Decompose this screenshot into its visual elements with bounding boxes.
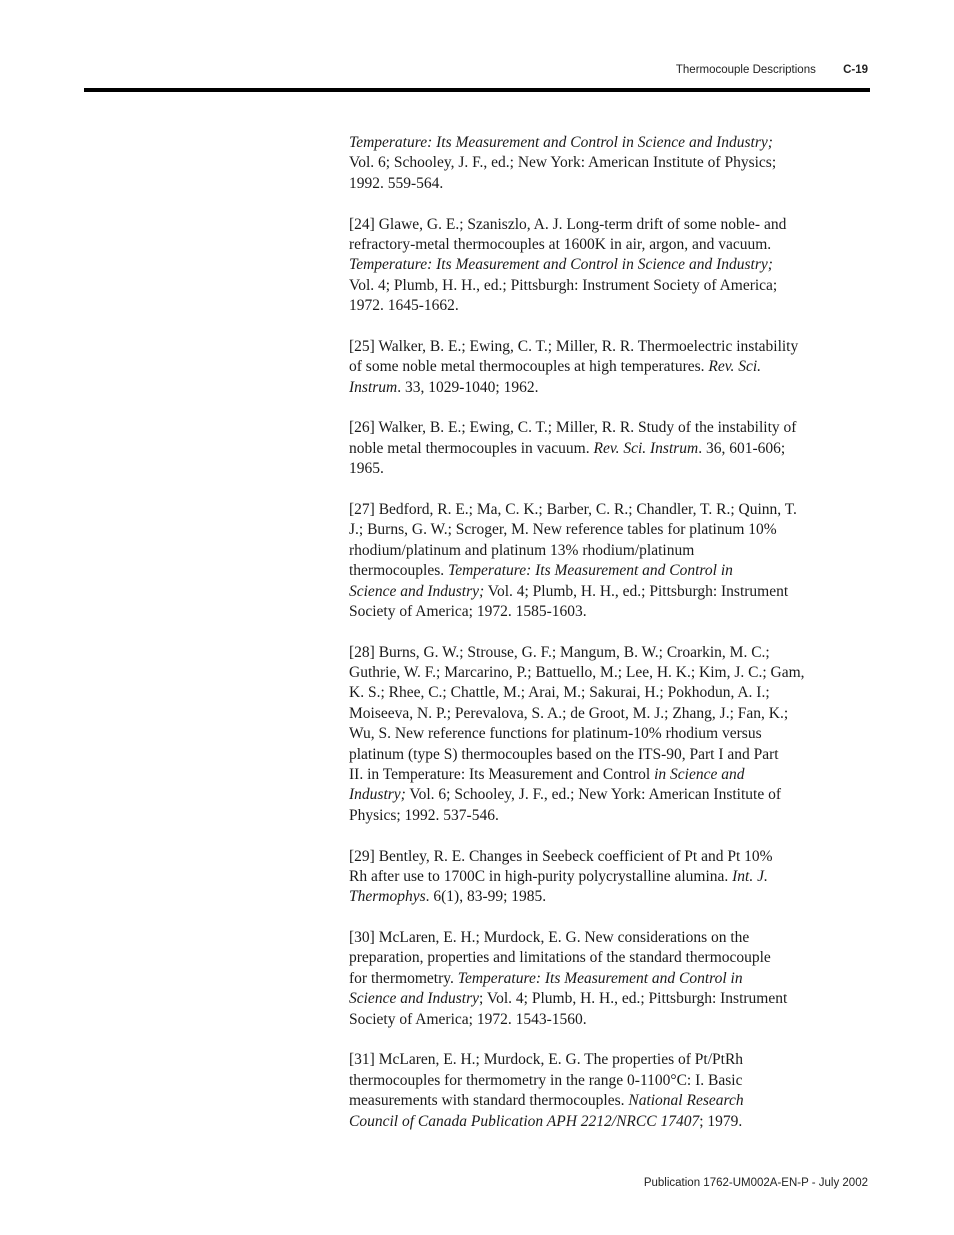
reference-text: Vol. 6; Schooley, J. F., ed.; New York: American Institute of Physics; 1992. 537-546. — [349, 786, 782, 824]
reference-text: . 6(1), 83-99; 1985. — [425, 888, 547, 906]
reference-text: [26] Walker, B. E.; Ewing, C. T.; Miller, R. R. Study of the instability of noble metal thermocouples in vacuum. — [349, 419, 797, 457]
reference-text: Vol. 4; Plumb, H. H., ed.; Pittsburgh: Instrument Society of America; 1972. 1645-1662. — [349, 276, 778, 315]
reference-text: [28] Burns, G. W.; Strouse, G. F.; Mangum, B. W.; Croarkin, M. C.; Guthrie, W. F.; Marcarino, P.; Battuello, M.; Lee, H. K.; Kim, J. C.; Gam, K. S.; Rhee, C.; Chattle, M.; Arai, M.; Sakurai, H.; Pokhodun, A. I.; Moiseeva, N. P.; Perevalova, S. A.; de Groot, M. J.; Zhang, J.; Fan, K.; Wu, S. New reference functions for platinum-10% rhodium versus platinum (type S) thermocouples based on the ITS-90, Part I and Part II. in Temperature: Its Measurement and Control — [349, 643, 805, 784]
reference-entry — [349, 133, 869, 194]
reference-text: ; Vol. 4; Plumb, H. H., ed.; Pittsburgh: Instrument Society of America; 1972. 1543-1560. — [349, 990, 788, 1028]
reference-text: [30] McLaren, E. H.; Murdock, E. G. New considerations on the preparation, properties and limitations of the standard thermocouple for thermometry. — [349, 929, 771, 987]
reference-entry — [349, 847, 869, 908]
reference-title-italic: Int. J. Thermophys — [349, 867, 768, 906]
reference-title-italic: Temperature: Its Measurement and Control in Science and Industry; — [349, 256, 773, 274]
header-rule — [84, 88, 870, 92]
running-header — [676, 64, 868, 76]
reference-title-italic: Temperature: Its Measurement and Control in Science and Industry; — [349, 134, 773, 151]
reference-title-italic: Temperature: Its Measurement and Control in Science and Industry — [349, 969, 743, 1008]
reference-text: [31] McLaren, E. H.; Murdock, E. G. The properties of Pt/PtRh thermocouples for thermometry in the range 0-1100°C: I. Basic measurements with standard thermocouples. — [349, 1051, 744, 1110]
reference-title-italic: Rev. Sci. Instrum — [593, 439, 699, 457]
reference-title-italic: National Research Council of Canada Publication APH 2212/NRCC 17407 — [349, 1092, 744, 1130]
reference-list — [349, 133, 869, 1152]
reference-text: [29] Bentley, R. E. Changes in Seebeck coefficient of Pt and Pt 10% Rh after use to 1700C in high-purity polycrystalline alumina. — [349, 847, 773, 885]
reference-title-italic: Rev. Sci. Instrum — [349, 358, 762, 396]
reference-entry — [349, 500, 869, 622]
reference-text: ; 1979. — [699, 1112, 743, 1130]
reference-entry — [349, 418, 869, 479]
publication-footer: Publication 1762-UM002A-EN-P - July 2002 — [643, 1177, 868, 1189]
reference-entry — [349, 928, 869, 1030]
reference-text: Vol. 6; Schooley, J. F., ed.; New York: American Institute of Physics; 1992. 559-564. — [349, 154, 777, 192]
reference-entry — [349, 215, 869, 317]
section-title: Thermocouple Descriptions — [675, 64, 816, 76]
reference-entry — [349, 337, 869, 398]
page-number: C-19 — [843, 64, 868, 76]
reference-text: Vol. 4; Plumb, H. H., ed.; Pittsburgh: Instrument Society of America; 1972. 1585-1603. — [349, 582, 789, 620]
reference-text: [25] Walker, B. E.; Ewing, C. T.; Miller, R. R. Thermoelectric instability of some noble metal thermocouples at high temperatures. — [349, 337, 799, 376]
reference-title-italic: Temperature: Its Measurement and Control in Science and Industry; — [349, 562, 733, 600]
reference-text: [24] Glawe, G. E.; Szaniszlo, A. J. Long-term drift of some noble- and refractory-metal thermocouples at 1600K in air, argon, and vacuum. — [349, 215, 787, 253]
reference-title-italic: in Science and Industry; — [349, 766, 745, 804]
reference-text: . 36, 601-606; 1965. — [349, 439, 786, 478]
reference-text: [27] Bedford, R. E.; Ma, C. K.; Barber, C. R.; Chandler, T. R.; Quinn, T. J.; Burns, G. W.; Scroger, M. New reference tables for platinum 10% rhodium/platinum and platinum 13% rhodium/platinum thermocouples. — [349, 500, 797, 580]
reference-entry — [349, 1050, 869, 1132]
reference-text: . 33, 1029-1040; 1962. — [397, 378, 539, 396]
reference-entry — [349, 643, 869, 827]
